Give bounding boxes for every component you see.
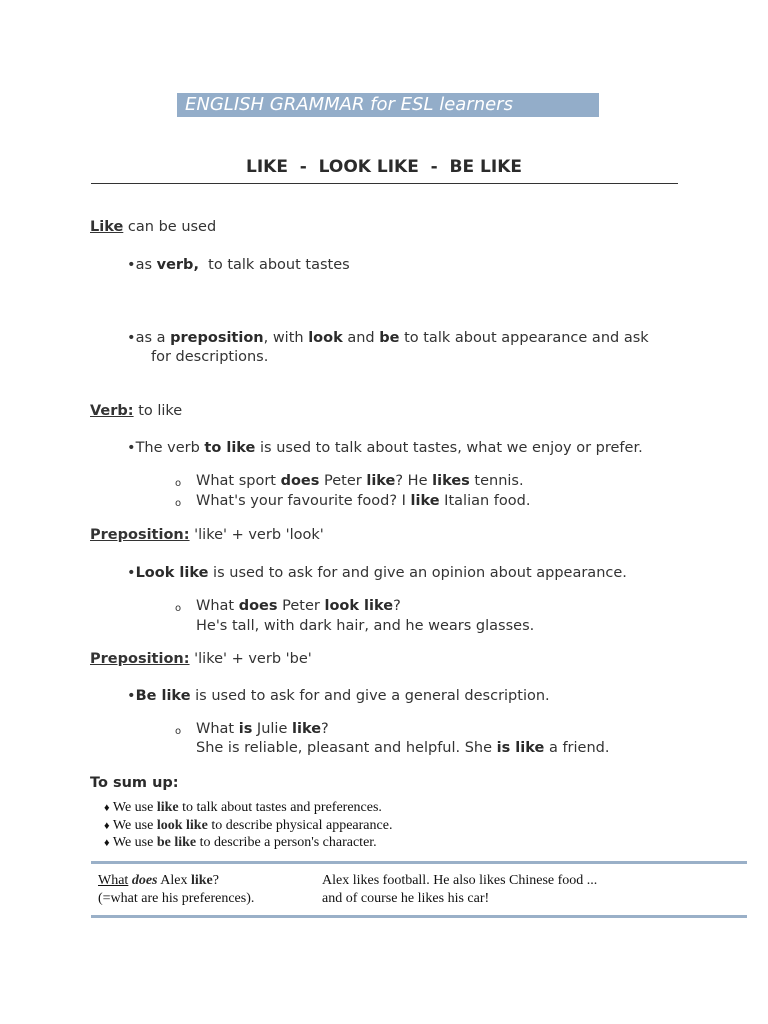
- prep-look-heading-line: Preposition: 'like' + verb 'look': [90, 527, 324, 543]
- prep-be-bullet: •Be like is used to ask for and give a general description.: [127, 688, 550, 704]
- intro-line: [90, 219, 216, 235]
- summary-item: ♦ We use be like to describe a person's character.: [104, 835, 377, 850]
- sub-bullet-icon: o: [175, 726, 182, 737]
- document-banner: ENGLISH GRAMMAR for ESL learners: [177, 93, 599, 117]
- diamond-icon: ♦: [104, 820, 110, 832]
- intro-text: can be used: [123, 219, 217, 235]
- table-top-border: [91, 861, 747, 864]
- verb-bullet: •The verb to like is used to talk about tastes, what we enjoy or prefer.: [127, 440, 643, 456]
- use-preposition-continuation: for descriptions.: [151, 349, 269, 365]
- bullet-icon: •: [127, 330, 136, 346]
- prep-look-example-question: What does Peter look like?: [196, 598, 401, 614]
- use-preposition-item: •as a preposition, with look and be to talk about appearance and ask: [127, 330, 649, 346]
- prep-be-example-answer: She is reliable, pleasant and helpful. She is like a friend.: [196, 740, 610, 756]
- prep-be-example-question: What is Julie like?: [196, 721, 329, 737]
- table-bottom-border: [91, 915, 747, 918]
- table-right-line-2: and of course he likes his car!: [322, 891, 490, 906]
- verb-example-1: What sport does Peter like? He likes tennis.: [196, 473, 524, 489]
- prep-look-heading: Preposition:: [90, 527, 190, 543]
- verb-example-2: What's your favourite food? I like Italian food.: [196, 493, 531, 509]
- sub-bullet-icon: o: [175, 478, 182, 489]
- bullet-icon: •: [127, 257, 136, 273]
- bullet-icon: •: [127, 688, 136, 704]
- sub-bullet-icon: o: [175, 603, 182, 614]
- bullet-icon: •: [127, 565, 136, 581]
- summary-heading: To sum up:: [90, 775, 179, 791]
- use-verb-item: •as verb, to talk about tastes: [127, 257, 350, 273]
- verb-heading: Verb:: [90, 403, 134, 419]
- page-title: LIKE - LOOK LIKE - BE LIKE: [245, 157, 522, 177]
- table-left-line-2: (=what are his preferences).: [98, 891, 255, 906]
- prep-look-bullet: •Look like is used to ask for and give an opinion about appearance.: [127, 565, 627, 581]
- verb-section-heading-line: Verb: to like: [90, 403, 183, 419]
- summary-item: ♦ We use like to talk about tastes and preferences.: [104, 800, 382, 815]
- prep-be-heading-line: Preposition: 'like' + verb 'be': [90, 651, 312, 667]
- diamond-icon: ♦: [104, 802, 110, 814]
- table-left-line-1: What does Alex like?: [98, 873, 219, 888]
- bullet-icon: •: [127, 440, 136, 456]
- table-right-line-1: Alex likes football. He also likes Chinese food ...: [322, 873, 598, 888]
- prep-be-heading: Preposition:: [90, 651, 190, 667]
- diamond-icon: ♦: [104, 837, 110, 849]
- summary-item: ♦ We use look like to describe physical appearance.: [104, 818, 393, 833]
- title-divider: [91, 183, 678, 184]
- sub-bullet-icon: o: [175, 498, 182, 509]
- prep-look-example-answer: He's tall, with dark hair, and he wears glasses.: [196, 618, 535, 634]
- intro-heading: Like: [90, 219, 124, 235]
